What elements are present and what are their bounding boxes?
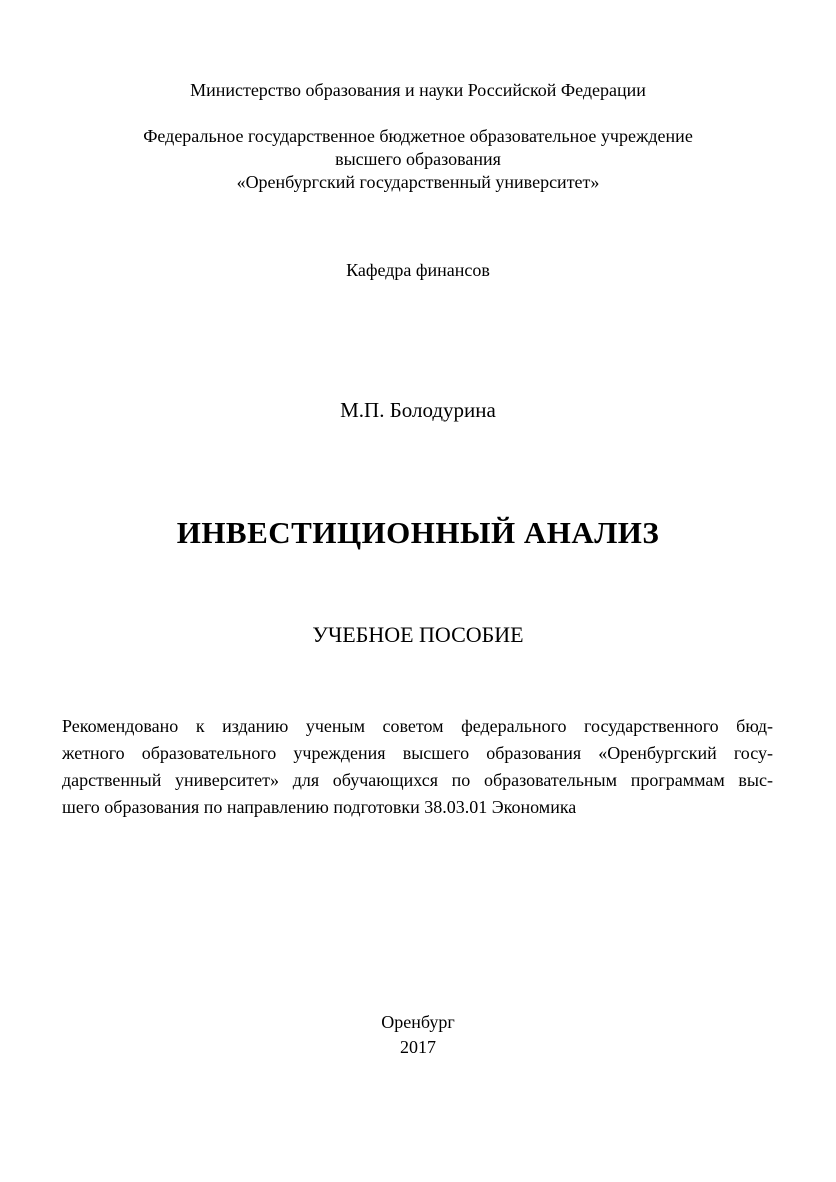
institution-line: Федеральное государственное бюджетное образовательное учреждение <box>143 126 693 146</box>
year: 2017 <box>400 1037 436 1057</box>
author-name: М.П. Болодурина <box>340 398 496 422</box>
recommendation-line: Рекомендовано к изданию ученым советом федерального государственного бюд- <box>62 716 773 736</box>
recommendation-paragraph <box>62 713 773 821</box>
institution-name <box>0 125 836 194</box>
institution-line: высшего образования <box>335 149 501 169</box>
ministry-heading: Министерство образования и науки Российской Федерации <box>190 80 646 100</box>
recommendation-line: дарственный университет» для обучающихся по образовательным программам выс- <box>62 770 773 790</box>
recommendation-line: жетного образовательного учреждения высшего образования «Оренбургский госу- <box>62 743 773 763</box>
department-name: Кафедра финансов <box>346 260 490 280</box>
imprint <box>0 1010 836 1060</box>
institution-line: «Оренбургский государственный университет» <box>236 172 600 192</box>
city: Оренбург <box>381 1012 455 1032</box>
book-subtitle: УЧЕБНОЕ ПОСОБИЕ <box>312 622 524 647</box>
recommendation-line: шего образования по направлению подготовки 38.03.01 Экономика <box>62 797 577 817</box>
book-title: ИНВЕСТИЦИОННЫЙ АНАЛИЗ <box>176 515 660 550</box>
